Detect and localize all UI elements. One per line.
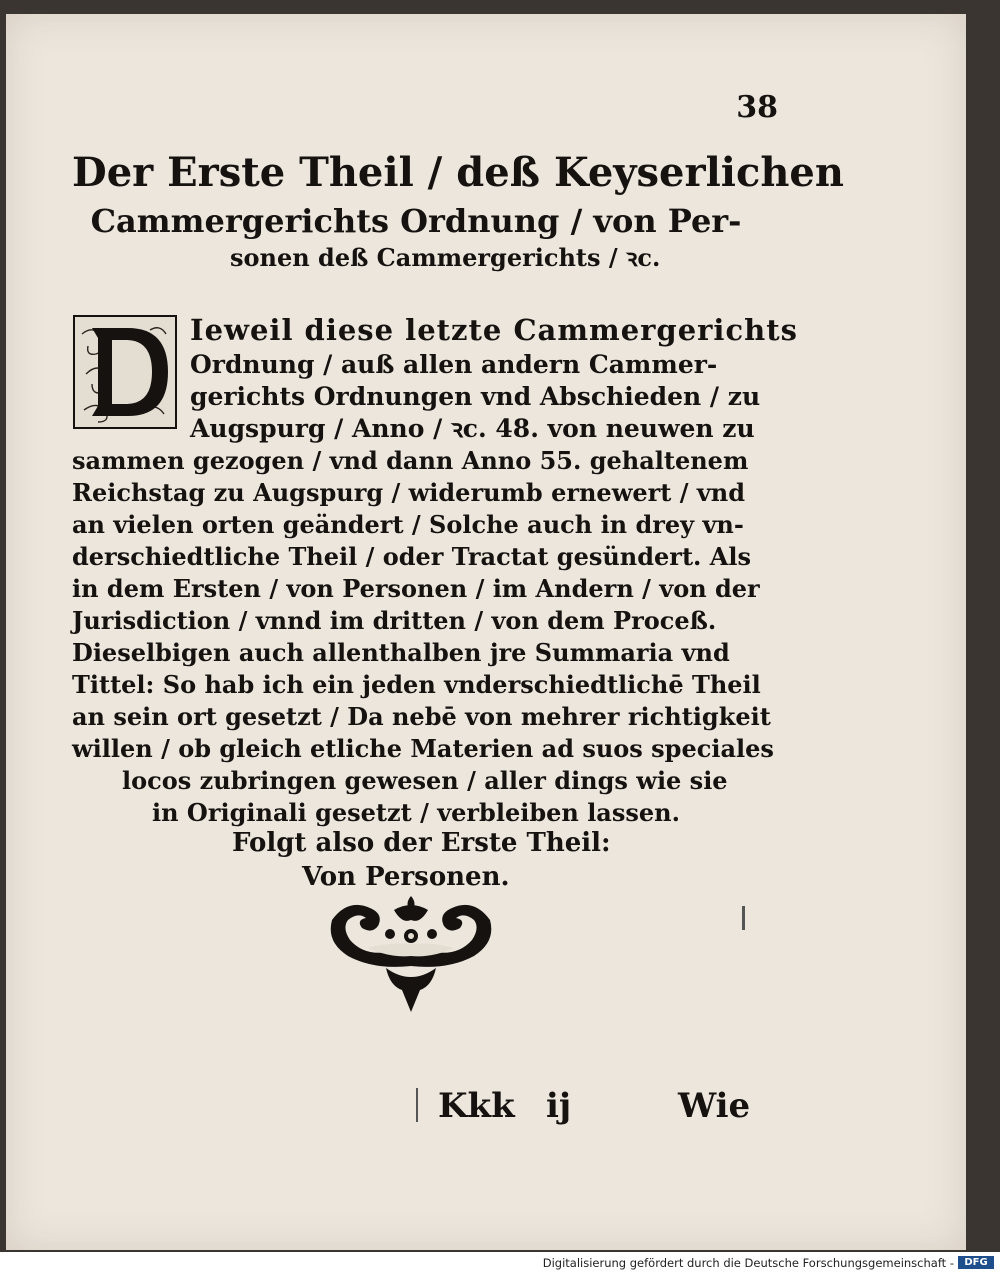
closing-line-2: Von Personen. (302, 862, 510, 892)
text-line: Ordnung / auß allen andern Cammer- (190, 350, 718, 379)
text-line: an sein ort gesetzt / Da nebē von mehrer richtigkeit (72, 702, 771, 731)
text-line: Ieweil diese letzte Cammergerichts (190, 313, 798, 347)
main-paragraph (6, 14, 966, 1250)
heading-line-2: Cammergerichts Ordnung / von Per- (90, 202, 742, 240)
text-line: Dieselbigen auch allenthalben jre Summaria vnd (72, 638, 730, 667)
margin-mark (742, 906, 745, 930)
footer-credit: Digitalisierung gefördert durch die Deutsche Forschungsgemeinschaft - (542, 1256, 954, 1270)
margin-mark (416, 1088, 418, 1122)
closing-line-1: Folgt also der Erste Theil: (232, 828, 611, 858)
text-line: in Originali gesetzt / verbleiben lassen. (152, 798, 680, 827)
text-line: derschiedtliche Theil / oder Tractat gesündert. Als (72, 542, 751, 571)
dfg-logo: DFG (958, 1256, 994, 1269)
catchword-signature-number: ij (546, 1086, 572, 1126)
text-line: gerichts Ordnungen vnd Abschieden / zu (190, 382, 761, 411)
text-line: willen / ob gleich etliche Materien ad suos speciales (72, 734, 774, 763)
text-line: Tittel: So hab ich ein jeden vnderschiedtlichē Theil (72, 670, 761, 699)
text-line: sammen gezogen / vnd dann Anno 55. gehaltenem (72, 446, 749, 475)
text-line: locos zubringen gewesen / aller dings wie sie (122, 766, 728, 795)
text-line: Reichstag zu Augspurg / widerumb ernewert / vnd (72, 478, 746, 507)
text-line: an vielen orten geändert / Solche auch in drey vn- (72, 510, 744, 539)
heading-line-3: sonen deß Cammergerichts / ꝛc. (230, 243, 661, 272)
digitization-footer (0, 1252, 1000, 1273)
catchword-signature: Kkk (438, 1086, 515, 1126)
text-line: Augspurg / Anno / ꝛc. 48. von neuwen zu (190, 414, 755, 443)
heading-line-1: Der Erste Theil / deß Keyserlichen (72, 149, 844, 196)
book-page (6, 14, 966, 1250)
text-line: Jurisdiction / vnnd im dritten / von dem Proceß. (72, 606, 717, 635)
catchword-next-word: Wie (678, 1086, 751, 1126)
page-number: 38 (736, 90, 778, 125)
printers-ornament (328, 890, 494, 1014)
text-line: in dem Ersten / von Personen / im Andern / von der (72, 574, 760, 603)
